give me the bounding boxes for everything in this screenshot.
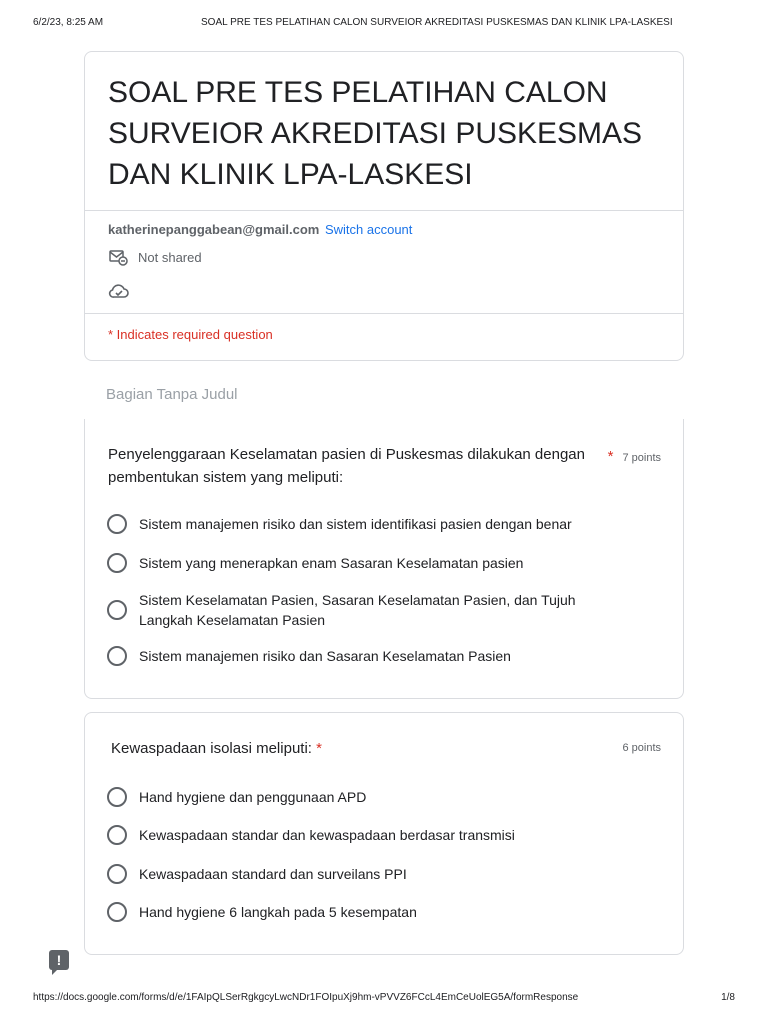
radio-button[interactable]: [107, 600, 127, 620]
feedback-icon[interactable]: !: [49, 950, 69, 970]
radio-button[interactable]: [107, 514, 127, 534]
question-text: Kewaspadaan isolasi meliputi:: [111, 740, 312, 757]
radio-option[interactable]: [107, 787, 647, 807]
question-card: [84, 419, 684, 699]
radio-option[interactable]: [107, 590, 647, 630]
divider: [85, 313, 683, 314]
radio-button[interactable]: [107, 825, 127, 845]
points-label: 7 points: [622, 452, 661, 464]
not-shared-label: Not shared: [138, 249, 202, 265]
divider: [85, 210, 683, 211]
required-asterisk: *: [607, 448, 614, 465]
mail-lock-icon: [108, 248, 128, 266]
form-title: SOAL PRE TES PELATIHAN CALON SURVEIOR AKREDITASI PUSKESMAS DAN KLINIK LPA-LASKESI: [108, 76, 643, 191]
print-page-number: 1/8: [721, 992, 735, 1003]
required-note: * Indicates required question: [108, 327, 273, 342]
radio-option[interactable]: [107, 553, 647, 573]
cloud-check-icon: [108, 282, 130, 300]
option-label: Kewaspadaan standar dan kewaspadaan berdasar transmisi: [139, 827, 515, 843]
option-label: Hand hygiene dan penggunaan APD: [139, 789, 367, 805]
option-label: Sistem manajemen risiko dan sistem identifikasi pasien dengan benar: [139, 516, 572, 532]
question-text-row: [111, 737, 591, 760]
radio-option[interactable]: [107, 825, 647, 845]
radio-button[interactable]: [107, 646, 127, 666]
not-shared-row: [108, 248, 202, 266]
account-email: katherinepanggabean@gmail.com: [108, 222, 320, 237]
switch-account-link[interactable]: Switch account: [324, 222, 413, 237]
option-label: Sistem manajemen risiko dan Sasaran Keselamatan Pasien: [139, 648, 511, 664]
option-label: Sistem yang menerapkan enam Sasaran Keselamatan pasien: [139, 555, 524, 571]
radio-button[interactable]: [107, 787, 127, 807]
print-date: 6/2/23, 8:25 AM: [33, 17, 104, 28]
radio-option[interactable]: [107, 514, 647, 534]
print-title: SOAL PRE TES PELATIHAN CALON SURVEIOR AKREDITASI PUSKESMAS DAN KLINIK LPA-LASKESI: [201, 17, 673, 28]
question-text: Penyelenggaraan Keselamatan pasien di Puskesmas dilakukan dengan pembentukan sistem yang meliputi:: [108, 446, 585, 486]
radio-button[interactable]: [107, 902, 127, 922]
account-row: [108, 222, 412, 237]
option-label: Sistem Keselamatan Pasien, Sasaran Keselamatan Pasien, dan Tujuh Langkah Keselamatan Pasien: [139, 592, 576, 628]
option-label: Kewaspadaan standard dan surveilans PPI: [139, 866, 407, 882]
required-asterisk: *: [316, 740, 322, 757]
radio-button[interactable]: [107, 553, 127, 573]
form-header-card: [84, 51, 684, 361]
print-url: https://docs.google.com/forms/d/e/1FAIpQLSerRgkgcyLwcNDr1FOIpuXj9hm-vPVVZ6FCcL4EmCeUolEG5A/formResponse: [33, 992, 579, 1003]
section-title: Bagian Tanpa Judul: [106, 386, 238, 403]
radio-option[interactable]: [107, 902, 647, 922]
question-card: [84, 712, 684, 955]
question-points: [608, 448, 661, 465]
radio-button[interactable]: [107, 864, 127, 884]
option-label: Hand hygiene 6 langkah pada 5 kesempatan: [139, 904, 417, 920]
points-label: 6 points: [622, 742, 661, 754]
radio-option[interactable]: [107, 646, 647, 666]
radio-option[interactable]: [107, 864, 647, 884]
